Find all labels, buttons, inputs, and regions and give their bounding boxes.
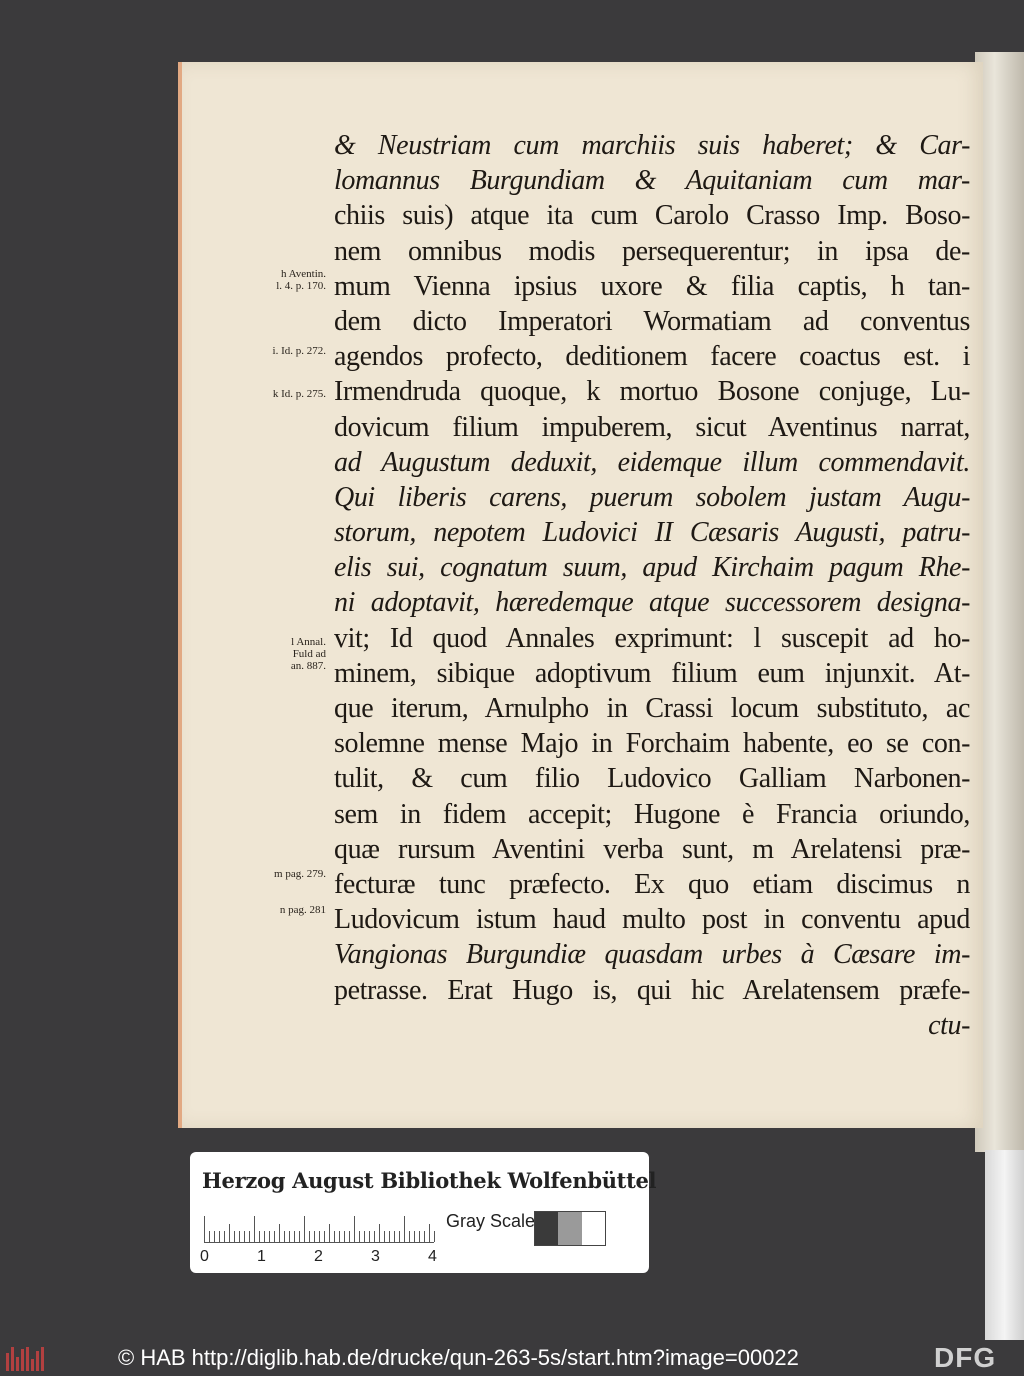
- text-line: elis sui, cognatum suum, apud Kirchaim pagum Rhe-: [334, 552, 970, 584]
- barcode-bar: [41, 1347, 44, 1371]
- text-line: dovicum filium impuberem, sicut Aventinus narrat,: [334, 411, 970, 443]
- ruler-tick: [239, 1231, 240, 1242]
- ruler-tick: [374, 1231, 375, 1242]
- ruler-tick: [319, 1231, 320, 1242]
- ruler-tick: [209, 1231, 210, 1242]
- text-line: minem, sibique adoptivum filium eum injunxit. At-: [334, 657, 970, 689]
- text-line: que iterum, Arnulpho in Crassi locum substituto, ac: [334, 693, 970, 724]
- ruler-tick: [304, 1216, 305, 1242]
- margin-note: i. Id. p. 272.: [272, 345, 326, 357]
- ruler-tick: [324, 1231, 325, 1242]
- card-title: Herzog August Bibliothek Wolfenbüttel: [202, 1168, 657, 1193]
- text-line: solemne mense Majo in Forchaim habente, eo se con-: [334, 728, 970, 760]
- dfg-logo: DFG: [934, 1342, 997, 1373]
- gray-scale-swatch: [534, 1211, 606, 1246]
- ruler-tick: [229, 1224, 230, 1242]
- ruler-tick: [369, 1231, 370, 1242]
- text-line: chiis suis) atque ita cum Carolo Crasso Imp. Boso-: [334, 200, 970, 232]
- text-line: lomannus Burgundiam & Aquitaniam cum mar-: [334, 165, 970, 197]
- text-line: fecturæ tunc præfecto. Ex quo etiam discimus n: [334, 868, 970, 900]
- text-line: quæ rursum Aventini verba sunt, m Arelatensi præ-: [334, 833, 970, 865]
- text-line: Vangionas Burgundiæ quasdam urbes à Cæsare im-: [334, 939, 970, 971]
- ruler-number: 2: [314, 1248, 323, 1265]
- barcode-bar: [26, 1347, 29, 1371]
- ruler-tick: [349, 1231, 350, 1242]
- text-line: sem in fidem accepit; Hugone è Francia oriundo,: [334, 798, 970, 830]
- text-line: mum Vienna ipsius uxore & filia captis, h tan-: [334, 270, 970, 302]
- barcode-bar: [16, 1357, 19, 1371]
- ruler-tick: [294, 1231, 295, 1242]
- ruler-tick: [244, 1231, 245, 1242]
- ruler-tick: [359, 1231, 360, 1242]
- ruler-tick: [299, 1231, 300, 1242]
- text-line: Ludovicum istum haud multo post in conventu apud: [334, 904, 970, 936]
- ruler-tick: [289, 1231, 290, 1242]
- ruler-tick: [379, 1224, 380, 1242]
- margin-note: n pag. 281: [279, 904, 326, 916]
- ruler-tick: [279, 1224, 280, 1242]
- ruler-tick: [419, 1231, 420, 1242]
- ruler-tick: [429, 1224, 430, 1242]
- text-line: & Neustriam cum marchiis suis haberet; & Car-: [334, 130, 970, 161]
- ruler-tick: [249, 1231, 250, 1242]
- ruler-number: 3: [371, 1248, 380, 1265]
- ruler-tick: [224, 1231, 225, 1242]
- ruler-tick: [414, 1231, 415, 1242]
- text-line: Irmendruda quoque, k mortuo Bosone conjuge, Lu-: [334, 376, 970, 408]
- ruler-tick: [354, 1216, 355, 1242]
- ruler-tick: [254, 1216, 255, 1242]
- ruler-tick: [314, 1231, 315, 1242]
- ruler-tick: [259, 1231, 260, 1242]
- scale-ruler: [204, 1212, 434, 1243]
- ruler-tick: [219, 1231, 220, 1242]
- text-line: ni adoptavit, hæredemque atque successorem designa-: [334, 587, 970, 619]
- margin-note: k Id. p. 275.: [272, 388, 326, 400]
- ruler-tick: [329, 1224, 330, 1242]
- ruler-tick: [364, 1231, 365, 1242]
- text-line: ad Augustum deduxit, eidemque illum commendavit.: [334, 446, 970, 478]
- hab-barcode-icon: [6, 1347, 46, 1371]
- barcode-bar: [11, 1347, 14, 1371]
- gray-swatch-cell: [582, 1212, 605, 1245]
- ruler-tick: [404, 1216, 405, 1242]
- barcode-bar: [31, 1359, 34, 1371]
- ruler-number: 1: [257, 1248, 266, 1265]
- text-line: petrasse. Erat Hugo is, qui hic Arelatensem præfe-: [334, 974, 970, 1006]
- text-line: nem omnibus modis persequerentur; in ipsa de-: [334, 235, 970, 267]
- ruler-tick: [274, 1231, 275, 1242]
- ruler-tick: [214, 1231, 215, 1242]
- ruler-tick: [269, 1231, 270, 1242]
- ruler-tick: [394, 1231, 395, 1242]
- barcode-bar: [36, 1351, 39, 1371]
- ruler-number: 4: [428, 1248, 437, 1265]
- text-line: tulit, & cum filio Ludovico Galliam Narbonen-: [334, 763, 970, 795]
- barcode-bar: [6, 1353, 9, 1371]
- ruler-tick: [334, 1231, 335, 1242]
- book-page: [178, 62, 983, 1128]
- ruler-tick: [384, 1231, 385, 1242]
- ruler-tick: [284, 1231, 285, 1242]
- text-line: vit; Id quod Annales exprimunt: l suscepit ad ho-: [334, 622, 970, 654]
- ruler-tick: [424, 1231, 425, 1242]
- ruler-tick: [339, 1231, 340, 1242]
- gray-swatch-cell: [535, 1212, 558, 1245]
- text-line: storum, nepotem Ludovici II Cæsaris Augusti, patru-: [334, 517, 970, 549]
- ruler-tick: [344, 1231, 345, 1242]
- gray-swatch-cell: [558, 1212, 581, 1245]
- copyright-link[interactable]: © HAB http://diglib.hab.de/drucke/qun-263-5s/start.htm?image=00022: [118, 1345, 799, 1370]
- footer-bar: [0, 1340, 1024, 1376]
- paper-strip: [985, 1150, 1024, 1340]
- barcode-bar: [21, 1349, 24, 1371]
- page-text: [334, 128, 970, 1043]
- gray-scale-label: Gray Scale: [446, 1211, 536, 1231]
- ruler-tick: [264, 1231, 265, 1242]
- ruler-number: 0: [200, 1248, 209, 1265]
- ruler-tick: [234, 1231, 235, 1242]
- text-line: Qui liberis carens, puerum sobolem justam Augu-: [334, 481, 970, 513]
- ruler-tick: [204, 1216, 205, 1242]
- text-line: agendos profecto, deditionem facere coactus est. i: [334, 341, 970, 373]
- ruler-tick: [389, 1231, 390, 1242]
- ruler-tick: [409, 1231, 410, 1242]
- text-line: dem dicto Imperatori Wormatiam ad conventus: [334, 305, 970, 337]
- ruler-tick: [434, 1231, 435, 1242]
- margin-note: h Aventin. l. 4. p. 170.: [276, 268, 326, 292]
- ruler-tick: [309, 1231, 310, 1242]
- margin-note: m pag. 279.: [274, 868, 326, 880]
- text-line: ctu-: [928, 1009, 970, 1041]
- margin-note: l Annal. Fuld ad an. 887.: [290, 636, 326, 672]
- reference-card: [190, 1152, 657, 1273]
- ruler-tick: [399, 1231, 400, 1242]
